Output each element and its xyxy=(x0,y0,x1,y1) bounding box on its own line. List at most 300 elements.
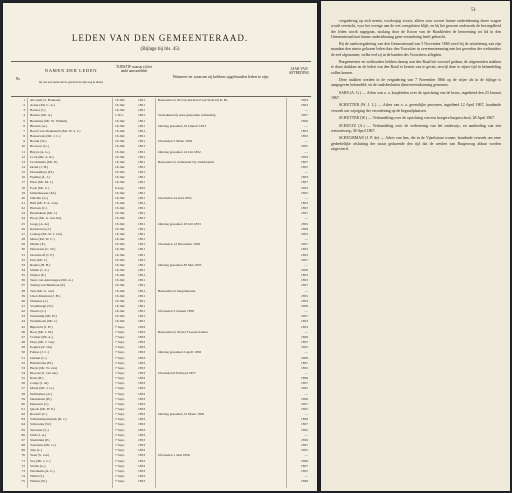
member-reason: Vertrokken bij eene gehouden verkiezing xyxy=(158,113,216,118)
member-date: 7 Sept. xyxy=(115,365,125,370)
member-year: 1853 xyxy=(138,458,145,463)
member-date: 16 Juli xyxy=(115,180,125,185)
member-retirement-year: 1855 xyxy=(301,345,308,350)
member-year: 1851 xyxy=(138,149,145,154)
member-number: 15 xyxy=(21,170,25,175)
member-name: Bruyn (A. G.) xyxy=(30,149,50,154)
member-number: 67 xyxy=(21,437,25,442)
member-retirement-year: 1857 xyxy=(301,443,308,448)
member-retirement-year: 1853 xyxy=(301,185,308,190)
member-retirement-year: 1855 xyxy=(301,293,308,298)
member-date: 7 Sept. xyxy=(115,355,125,360)
member-date: 16 Juli xyxy=(115,304,125,308)
member-retirement-year: 1855 xyxy=(301,206,308,211)
member-name: Bijleveld (J. H.) xyxy=(30,324,53,329)
member-date: 7 Sept. xyxy=(115,334,125,339)
member-name: Acker (Mr. C. A.) xyxy=(30,103,55,108)
member-retirement-year: 1857 xyxy=(301,283,308,288)
member-date: 16 Juli xyxy=(115,170,125,175)
member-number: 20 xyxy=(21,195,25,200)
member-date: 7 Sept. xyxy=(115,479,125,484)
member-number: 45 xyxy=(21,324,25,329)
member-date: 7 Sept. xyxy=(115,473,125,478)
paragraph: SCHUTTER (W. J. L.) — Adres van o. a. geestelijke personen, ingediend 12 April 1867, houdende verzoek om wijziging der verordening op de begraafplaatsen. xyxy=(331,103,501,113)
member-name: Heyst (Mr. W. van) xyxy=(30,365,57,370)
header-nr: No xyxy=(15,77,21,81)
member-year: 1851 xyxy=(138,293,145,298)
right-page xyxy=(321,1,510,491)
member-number: 33 xyxy=(21,262,25,267)
member-name: Boas (Mr. J. M.) xyxy=(30,329,54,334)
member-retirement-year: — xyxy=(304,262,308,267)
member-reason: Ontslag genomen 30 Mei 1855 xyxy=(158,262,202,267)
member-name: Dedel (J. H.) xyxy=(30,164,49,169)
member-retirement-year: 1853 xyxy=(301,98,308,102)
member-retirement-year: 1855 xyxy=(301,190,308,195)
member-number: 64 xyxy=(21,422,25,427)
member-date: 7 Sept. xyxy=(115,448,125,453)
header-reason: Wanneer en waarom zij hebben opgehouden leden te zijn. xyxy=(172,74,270,79)
member-date: 7 Sept. xyxy=(115,458,125,463)
member-retirement-year: 1857 xyxy=(301,159,308,164)
member-number: 63 xyxy=(21,417,25,422)
member-name: Vrolik (G.) xyxy=(30,463,46,468)
member-year: 1851 xyxy=(138,262,145,267)
member-number: 14 xyxy=(21,164,25,169)
member-year: 1851 xyxy=(138,304,145,308)
member-name: Gildemeester (M.) xyxy=(30,190,56,195)
member-retirement-year: 1859 xyxy=(301,437,308,442)
member-reason: Overleden 12 December 1856 xyxy=(158,242,201,247)
page-subtitle: (Bijlage bij bls. 45) xyxy=(140,47,180,52)
member-year: 1853 xyxy=(138,479,145,484)
member-name: Vinkeles (J.) xyxy=(30,298,48,303)
member-name: Boissevain (Mr. J. L.) xyxy=(30,134,61,139)
member-name: Serrurier (L.) xyxy=(30,427,49,432)
member-reason: Benoemd tot lid der Tweede Kamer xyxy=(158,329,208,334)
member-year: 1851 xyxy=(138,319,145,324)
member-name: Bierens (A.) xyxy=(30,123,48,128)
member-name: Nierstrasz (C. W.) xyxy=(30,247,56,252)
member-name: Cock (Mr. A. R.) xyxy=(30,154,54,159)
member-year: 1851 xyxy=(138,170,145,175)
member-date: 16 Juli xyxy=(115,298,125,303)
member-retirement-year: 1853 xyxy=(301,103,308,108)
member-number: 66 xyxy=(21,432,25,437)
member-retirement-year: 1859 xyxy=(301,396,308,401)
member-year: 1851 xyxy=(138,154,145,159)
member-name: Brouwer (G.) xyxy=(30,144,49,149)
member-retirement-year: — xyxy=(304,329,308,334)
member-retirement-year: 1855 xyxy=(301,386,308,391)
member-year: 1851 xyxy=(138,283,145,288)
member-name: Dorp (Mr. J. van) xyxy=(30,340,55,345)
member-date: 16 Juli xyxy=(115,247,125,252)
member-year: 1853 xyxy=(138,443,145,448)
member-name: Backer (J.) xyxy=(30,108,46,113)
member-number: 18 xyxy=(21,185,25,190)
member-name: Oosterhoff (J. F.) xyxy=(30,252,54,257)
member-name: Stadnitski (P.) xyxy=(30,437,50,442)
member-retirement-year: — xyxy=(304,288,308,293)
member-date: 7 Sept. xyxy=(115,360,125,365)
member-retirement-year: 1859 xyxy=(301,304,308,308)
member-number: 56 xyxy=(21,381,25,386)
member-date: 16 Juli xyxy=(115,319,125,324)
member-year: 1853 xyxy=(138,360,145,365)
member-date: 16 Juli xyxy=(115,231,125,236)
paragraph: Bij de raadsvergadering van den Gemeenteraad van 5 November 1866 werd bij de uitoefening van zijn mandaat den nieuw gekozen leden door den Voorzitter in overeenstemming met het gevoelen der wethouders de eed afgenomen, welke eed zij in de handen des Voorzitters aflegden. xyxy=(331,42,501,57)
member-year: 1853 xyxy=(138,324,145,329)
member-date: 16 Juli xyxy=(115,154,125,159)
member-name: Sillem (J. A.) xyxy=(30,267,49,272)
member-year: 1851 xyxy=(138,309,145,314)
member-number: 74 xyxy=(21,473,25,478)
page-number: 51 xyxy=(471,8,476,13)
member-number: 62 xyxy=(21,412,25,417)
member-retirement-year: 1853 xyxy=(301,201,308,205)
member-number: 8 xyxy=(23,134,25,139)
member-date: 16 Juli xyxy=(115,206,125,211)
member-name: Wesselink (Mr. H.) xyxy=(30,314,57,319)
member-name: Egeling (L. J.) xyxy=(30,175,51,180)
member-year: 1851 xyxy=(138,103,145,108)
member-year: 1853 xyxy=(138,437,145,442)
table-row xyxy=(11,479,311,484)
member-number: 22 xyxy=(21,206,25,211)
member-number: 44 xyxy=(21,319,25,324)
member-name: Schimmelpenninck (R. J.) xyxy=(30,417,67,422)
member-date: 7 Sept. xyxy=(115,401,125,406)
member-name: Lennep (Mr. D. J. van) xyxy=(30,231,62,236)
member-year: 1853 xyxy=(138,355,145,360)
member-number: 60 xyxy=(21,401,25,406)
member-retirement-year: — xyxy=(304,139,308,144)
member-date: 16 Juli xyxy=(115,195,125,200)
member-number: 43 xyxy=(21,314,25,319)
member-name: Gülcher (A.) xyxy=(30,195,48,200)
member-number: 2 xyxy=(23,103,25,108)
member-date: 7 Sept. xyxy=(115,370,125,375)
page-title: LEDEN VAN DEN GEMEENTERAAD. xyxy=(71,33,249,43)
member-retirement-year: 1859 xyxy=(301,417,308,422)
member-name: Vos (Mr. J. C.) xyxy=(30,458,51,463)
member-name: Beckman (Mr. W. Willem) xyxy=(30,118,68,123)
member-number: 5 xyxy=(23,118,25,123)
member-retirement-year: — xyxy=(304,370,308,375)
member-name: Cramer (Mr. A.) xyxy=(30,334,53,339)
member-number: 73 xyxy=(21,468,25,473)
member-year: 1853 xyxy=(138,453,145,458)
member-retirement-year: 1857 xyxy=(301,340,308,345)
member-year: 1853 xyxy=(138,448,145,453)
member-date: 16 Juli xyxy=(115,164,125,169)
member-year: 1851 xyxy=(138,195,145,200)
member-number: 26 xyxy=(21,226,25,231)
member-retirement-year: 1853 xyxy=(301,252,308,257)
member-number: 52 xyxy=(21,360,25,365)
member-number: 6 xyxy=(23,123,25,128)
member-reason: Benoemd tot wethouder bij raadsbesluit xyxy=(158,159,214,164)
member-date: 16 Juli xyxy=(115,159,125,164)
member-date: 16 Juli xyxy=(115,221,125,226)
member-date: 16 Juli xyxy=(115,283,125,288)
member-year: 1853 xyxy=(138,350,145,355)
member-retirement-year: — xyxy=(304,412,308,417)
member-number: 53 xyxy=(21,365,25,370)
member-year: 1851 xyxy=(138,247,145,252)
member-date: 7 Sept. xyxy=(115,329,125,334)
member-date: 16 Juli xyxy=(115,237,125,242)
member-number: 9 xyxy=(23,139,25,144)
member-name: Hartsen (C.) xyxy=(30,206,48,211)
member-year: 1851 xyxy=(138,180,145,185)
member-retirement-year: 1857 xyxy=(301,242,308,247)
member-number: 23 xyxy=(21,211,25,216)
member-number: 32 xyxy=(21,257,25,262)
member-date: 16 Juli xyxy=(115,267,125,272)
member-retirement-year: 1853 xyxy=(301,278,308,283)
member-year: 1853 xyxy=(138,417,145,422)
member-name: Voombergh (W.) xyxy=(30,304,54,308)
member-name: Elias (Mr. M. J.) xyxy=(30,180,54,185)
member-retirement-year: 1855 xyxy=(301,247,308,252)
member-retirement-year: 1859 xyxy=(301,226,308,231)
member-year: 1853 xyxy=(138,334,145,339)
member-date: 16 Juli xyxy=(115,211,125,216)
member-number: 59 xyxy=(21,396,25,401)
member-name: Kam (H.) xyxy=(30,376,44,381)
member-retirement-year: — xyxy=(304,149,308,154)
member-date: 16 Juli xyxy=(115,201,125,205)
member-number: 37 xyxy=(21,283,25,288)
member-number: 30 xyxy=(21,247,25,252)
member-year: 1851 xyxy=(138,206,145,211)
member-number: 54 xyxy=(21,370,25,375)
member-year: 1853 xyxy=(138,370,145,375)
member-year: 1851 xyxy=(138,237,145,242)
member-retirement-year: — xyxy=(304,216,308,221)
member-year: 1851 xyxy=(138,314,145,319)
member-year: 1853 xyxy=(138,396,145,401)
member-name: Pels (Mr. J.) xyxy=(30,257,48,262)
member-number: 34 xyxy=(21,267,25,272)
member-name: Wolterbeek (Mr. J.) xyxy=(30,319,58,324)
member-name: Sluyter (P.) xyxy=(30,273,46,278)
member-name: Marle (Mr. J. G.) xyxy=(30,386,54,391)
member-number: 40 xyxy=(21,298,25,303)
member-name: Tets (Mr. G. van) xyxy=(30,288,55,293)
member-number: 16 xyxy=(21,175,25,180)
member-name: Crommelin (Mr. P.) xyxy=(30,159,58,164)
member-number: 7 xyxy=(23,128,25,133)
member-year: 1851 xyxy=(138,216,145,221)
member-retirement-year: 1859 xyxy=(301,118,308,123)
member-year: 1851 xyxy=(138,278,145,283)
member-name: Bosch van Drakestein (Mr. W. S. J.) xyxy=(30,128,81,133)
member-retirement-year: 1855 xyxy=(301,468,308,473)
paragraph: vergadering op zich neemt, voorloopig voorts, alleen voor zoover hunne ondertekening dezer vragen wordt vereischt, voor het overige aan de wet overgelaten blijft, en bij het gewone onderzoek de bevoegdheid der leden wordt nagegaan, zoolang door de Kroon van de Raadsleden de benoeming tot lid in den Gemeenteraad met hunne ondertekening geen verandering heeft gebracht. xyxy=(331,19,501,39)
member-year: 1853 xyxy=(138,381,145,386)
member-retirement-year: 1855 xyxy=(301,365,308,370)
member-reason: Ontslag genomen 14 Juli 1852 xyxy=(158,149,201,154)
member-year: 1851 xyxy=(138,267,145,272)
member-date: 16 Juli xyxy=(115,293,125,298)
member-number: 17 xyxy=(21,180,25,185)
member-year: 1851 xyxy=(138,139,145,144)
member-retirement-year: 1859 xyxy=(301,267,308,272)
member-date: 16 Juli xyxy=(115,149,125,154)
member-reason: Overleden 8 Februari 1857 xyxy=(158,370,196,375)
member-retirement-year: — xyxy=(304,453,308,458)
member-number: 75 xyxy=(21,479,25,484)
member-year: 1851 xyxy=(138,144,145,149)
member-year: 1853 xyxy=(138,422,145,427)
member-retirement-year: 1855 xyxy=(301,273,308,278)
member-name: Oudemans (H.) xyxy=(30,396,52,401)
member-retirement-year: — xyxy=(304,309,308,314)
header-years: JAAR VAN AFTREDING xyxy=(288,67,310,76)
member-date: 16 Juli xyxy=(115,278,125,283)
member-retirement-year: 1855 xyxy=(301,144,308,149)
member-date: 7 Sept. xyxy=(115,391,125,396)
member-year: 1853 xyxy=(138,329,145,334)
member-date: 16 Juli xyxy=(115,139,125,144)
member-retirement-year: 1855 xyxy=(301,427,308,432)
member-retirement-year: 1857 xyxy=(301,257,308,262)
member-number: 65 xyxy=(21,427,25,432)
member-year: 1853 xyxy=(138,345,145,350)
member-retirement-year: 1857 xyxy=(301,401,308,406)
member-number: 27 xyxy=(21,231,25,236)
member-name: Borski (W.) xyxy=(30,139,47,144)
member-date: 7 Sept. xyxy=(115,427,125,432)
member-name: Smit (J. A.) xyxy=(30,432,47,437)
member-date: 7 Sept. xyxy=(115,468,125,473)
member-reason: Ontslag genomen 18 Juli 1853 xyxy=(158,221,201,226)
member-year: 1851 xyxy=(138,201,145,205)
left-page xyxy=(3,3,317,491)
paragraph: SCHUTTER (W.) — Verhandeling over de oprichting van een hoogere burgerschool, 28 April 1867. xyxy=(339,116,496,121)
member-name: Fock (Mr. C.) xyxy=(30,185,50,190)
member-retirement-year: — xyxy=(304,170,308,175)
member-year: 1853 xyxy=(138,412,145,417)
member-year: 1853 xyxy=(138,386,145,391)
member-retirement-year: 1859 xyxy=(301,458,308,463)
header-name-note: bij wie een naam niet is geschreven zijn nog in dienst xyxy=(38,80,104,84)
member-retirement-year: 1857 xyxy=(301,314,308,319)
member-year: 1851 xyxy=(138,221,145,226)
member-reason: Ontslag genomen 12 Maart 1856 xyxy=(158,412,205,417)
member-year: 1853 xyxy=(138,468,145,473)
member-name: Gulden (C.) xyxy=(30,355,47,360)
member-retirement-year: 1855 xyxy=(301,128,308,133)
member-date: 7 Sept. xyxy=(115,453,125,458)
member-number: 61 xyxy=(21,407,25,411)
member-name: Halbertsma (H.) xyxy=(30,360,53,365)
member-year: 1851 xyxy=(138,175,145,180)
member-name: Willet (J.) xyxy=(30,473,45,478)
member-name: Roelofs (C.) xyxy=(30,412,48,417)
member-number: 58 xyxy=(21,391,25,396)
member-retirement-year: 1853 xyxy=(301,319,308,324)
member-name: Wertheim (A. C.) xyxy=(30,468,55,473)
member-retirement-year: 1859 xyxy=(301,334,308,339)
member-year: 1853 xyxy=(138,376,145,381)
member-retirement-year: 1859 xyxy=(301,479,308,484)
member-date: 16 Juli xyxy=(115,123,125,128)
header-bottom-rule xyxy=(11,96,311,97)
member-name: Kerkhoven (J.) xyxy=(30,226,51,231)
member-year: 1851 xyxy=(138,273,145,278)
paragraph: Burgemeester en wethouders hebben daarop aan den Raad het voorstel gedaan, de uitgezonden stukken te doen drukken en de leden van den Raad er kennis van te geven, terwijl deze te zijner tijd in behandeling zullen komen. xyxy=(331,60,501,75)
member-date: 7 Sept. xyxy=(115,432,125,437)
member-number: 47 xyxy=(21,334,25,339)
member-retirement-year: 1857 xyxy=(301,463,308,468)
body-text xyxy=(331,19,501,154)
member-date: 16 Juli xyxy=(115,103,125,108)
member-retirement-year: 1857 xyxy=(301,113,308,118)
member-retirement-year: — xyxy=(304,473,308,478)
member-number: 24 xyxy=(21,216,25,221)
member-date: 7 Sept. xyxy=(115,324,125,329)
paragraph: SARS (A. G.) — Adres van o. a. kooplieden over de oprichting van de beurs, ingediend den 23 Januari 1867. xyxy=(331,90,501,100)
member-name: Lange (J. de) xyxy=(30,381,49,386)
member-number: 51 xyxy=(21,355,25,360)
member-number: 38 xyxy=(21,288,25,293)
member-retirement-year: 1855 xyxy=(301,448,308,453)
member-date: 7 Sept. xyxy=(115,422,125,427)
member-number: 41 xyxy=(21,304,25,308)
member-name: Jonge (A. de) xyxy=(30,221,49,226)
member-retirement-year: 1857 xyxy=(301,381,308,386)
member-date: 7 Sept. xyxy=(115,463,125,468)
member-year: 1851 xyxy=(138,128,145,133)
member-reason: Benoemd tot lid van den Raad van State bij K. Bt. xyxy=(158,98,229,102)
member-number: 39 xyxy=(21,293,25,298)
member-name: Weerts (C.) xyxy=(30,309,47,314)
member-date: 7 Sept. xyxy=(115,407,125,411)
member-year: 1853 xyxy=(138,463,145,468)
member-number: 55 xyxy=(21,376,25,381)
member-date: 16 Juli xyxy=(115,216,125,221)
member-name: Schreuder (W.) xyxy=(30,422,52,427)
member-date: 16 Juli xyxy=(115,252,125,257)
paragraph: Deze stukken werden in de vergadering van 7 November 1866 op de wijze als in de bijlage is aangegeven behandeld, en de raadsbesluiten dienovereenkomstig genomen. xyxy=(331,78,501,88)
member-number: 4 xyxy=(23,113,25,118)
member-retirement-year: — xyxy=(304,195,308,200)
member-reason: Overleden 5 Maart 1856 xyxy=(158,139,193,144)
member-retirement-year: 1853 xyxy=(301,134,308,139)
member-year: 1851 xyxy=(138,98,145,102)
member-name: Fabius (J. C.) xyxy=(30,350,49,355)
member-retirement-year: — xyxy=(304,123,308,128)
member-date: 16 Juli xyxy=(115,242,125,247)
member-year: 1851 xyxy=(138,190,145,195)
member-number: 19 xyxy=(21,190,25,195)
member-number: 42 xyxy=(21,309,25,314)
member-reason: Benoemd tot burgemeester xyxy=(158,288,196,293)
member-year: 1851 xyxy=(138,288,145,293)
member-number: 1 xyxy=(23,98,25,102)
member-date: 16 Juli xyxy=(115,175,125,180)
member-number: 72 xyxy=(21,463,25,468)
member-year: 1851 xyxy=(138,164,145,169)
member-number: 48 xyxy=(21,340,25,345)
member-reason: Overleden 24 Juni 1854 xyxy=(158,195,192,200)
member-retirement-year: 1855 xyxy=(301,221,308,226)
member-name: Hoop (Mr. A. van der) xyxy=(30,216,62,221)
